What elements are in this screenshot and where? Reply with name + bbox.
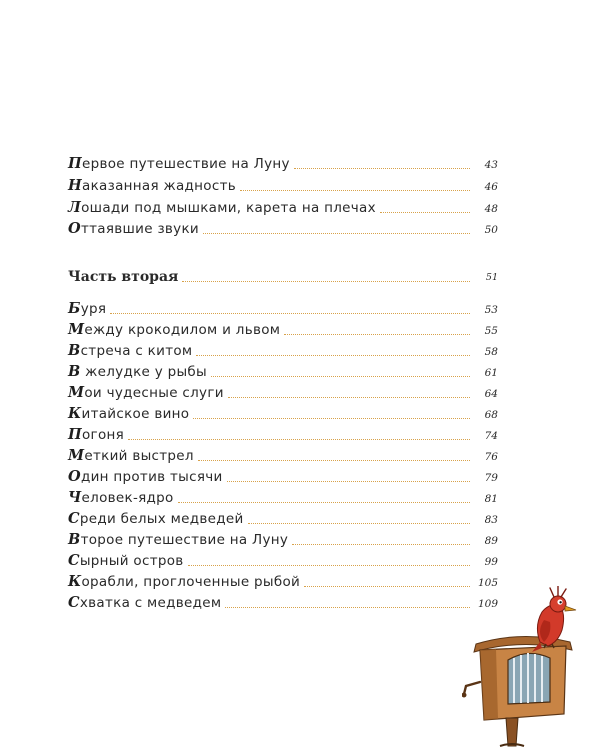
dot-leader: [198, 460, 470, 461]
entry-title: ежду крокодилом и львом: [84, 322, 281, 338]
dot-leader: [225, 607, 470, 608]
dot-leader: [196, 355, 470, 356]
entry-initial: С: [68, 594, 80, 611]
entry-title: орабли, проглоченные рыбой: [81, 574, 301, 590]
entry-initial: Ч: [68, 489, 82, 506]
toc-entry[interactable]: [68, 217, 498, 237]
toc-entry[interactable]: [68, 174, 498, 194]
entry-page-number: 83: [484, 514, 498, 526]
dot-leader: [292, 544, 470, 545]
entry-title: ои чудесные слуги: [84, 385, 224, 401]
entry-initial: В: [68, 531, 81, 548]
bird-on-barrel-organ-illustration: [462, 586, 592, 750]
toc-entry[interactable]: [68, 570, 498, 590]
entry-initial: К: [68, 405, 82, 422]
toc-entry[interactable]: [68, 591, 498, 611]
dot-leader: [128, 439, 470, 440]
toc-entry[interactable]: [68, 297, 498, 317]
entry-page-number: 55: [484, 325, 498, 337]
toc-entry[interactable]: [68, 402, 498, 422]
dot-leader: [304, 586, 470, 587]
entry-title: огоня: [82, 427, 125, 443]
entry-initial: Б: [68, 300, 81, 317]
entry-title: желудке у рыбы: [80, 364, 208, 380]
entry-title: реди белых медведей: [79, 511, 244, 527]
entry-page-number: 81: [484, 493, 498, 505]
entry-title: еловек-ядро: [81, 490, 174, 506]
entry-title: стреча с китом: [80, 343, 193, 359]
entry-title: еткий выстрел: [84, 448, 194, 464]
toc-entry[interactable]: [68, 381, 498, 401]
entry-page-number: 53: [484, 304, 498, 316]
entry-initial: Н: [68, 177, 82, 194]
entry-page-number: 109: [477, 598, 498, 610]
entry-page-number: 105: [477, 577, 498, 589]
entry-page-number: 89: [484, 535, 498, 547]
entry-initial: В: [68, 363, 81, 380]
entry-title: аказанная жадность: [82, 178, 236, 194]
entry-title: ттаявшие звуки: [80, 221, 199, 237]
dot-leader: [240, 190, 470, 191]
part-page-number: 51: [485, 272, 498, 283]
dot-leader: [193, 418, 470, 419]
dot-leader: [211, 376, 470, 377]
part-title: Часть вторая: [68, 269, 179, 285]
entry-initial: П: [68, 426, 82, 443]
dot-leader: [182, 281, 470, 282]
toc-entry[interactable]: [68, 444, 498, 464]
entry-page-number: 76: [484, 451, 498, 463]
toc-entry[interactable]: [68, 360, 498, 380]
dot-leader: [110, 313, 470, 314]
entry-page-number: 79: [484, 472, 498, 484]
entry-initial: В: [68, 342, 81, 359]
entry-page-number: 99: [484, 556, 498, 568]
entry-page-number: 50: [484, 224, 498, 236]
entry-page-number: 61: [484, 367, 498, 379]
entry-title: итайское вино: [81, 406, 190, 422]
dot-leader: [294, 168, 470, 169]
toc-entry[interactable]: [68, 152, 498, 172]
entry-title: дин против тысячи: [80, 469, 223, 485]
toc-entry[interactable]: [68, 318, 498, 338]
dot-leader: [188, 565, 470, 566]
entry-page-number: 58: [484, 346, 498, 358]
dot-leader: [248, 523, 470, 524]
entry-title: торое путешествие на Луну: [80, 532, 289, 548]
toc-entry[interactable]: [68, 423, 498, 443]
toc-entry[interactable]: [68, 507, 498, 527]
dot-leader: [203, 233, 470, 234]
entry-initial: О: [68, 220, 81, 237]
entry-initial: С: [68, 510, 80, 527]
part-heading[interactable]: [68, 265, 498, 285]
toc-entry[interactable]: [68, 549, 498, 569]
entry-initial: О: [68, 468, 81, 485]
entry-initial: М: [68, 321, 85, 338]
entry-title: ошади под мышками, карета на плечах: [81, 200, 376, 216]
toc-entry[interactable]: [68, 486, 498, 506]
entry-title: ырный остров: [79, 553, 184, 569]
toc-entry[interactable]: [68, 196, 498, 216]
entry-page-number: 64: [484, 388, 498, 400]
toc-entry[interactable]: [68, 339, 498, 359]
entry-page-number: 68: [484, 409, 498, 421]
dot-leader: [284, 334, 470, 335]
entry-title: уря: [80, 301, 107, 317]
entry-page-number: 46: [484, 181, 498, 193]
entry-initial: М: [68, 447, 85, 464]
entry-title: хватка с медведем: [79, 595, 222, 611]
dot-leader: [227, 481, 470, 482]
entry-page-number: 74: [484, 430, 498, 442]
entry-initial: С: [68, 552, 80, 569]
entry-page-number: 43: [484, 159, 498, 171]
dot-leader: [228, 397, 470, 398]
dot-leader: [178, 502, 470, 503]
entry-initial: Л: [68, 199, 82, 216]
entry-initial: П: [68, 155, 82, 172]
dot-leader: [380, 212, 470, 213]
entry-page-number: 48: [484, 203, 498, 215]
entry-initial: М: [68, 384, 85, 401]
toc-entry[interactable]: [68, 528, 498, 548]
entry-title: ервое путешествие на Луну: [82, 156, 290, 172]
entry-initial: К: [68, 573, 82, 590]
toc-entry[interactable]: [68, 465, 498, 485]
